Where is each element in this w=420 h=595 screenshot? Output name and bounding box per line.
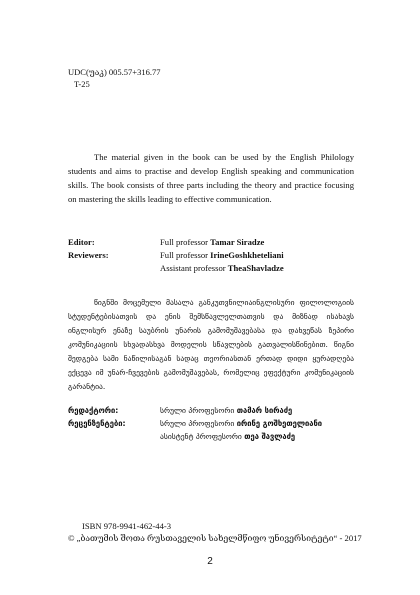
reviewer-row-2 — [68, 262, 284, 275]
ka-reviewer2-name: თეა შავლაძე — [244, 432, 296, 441]
ka-reviewer-row-1 — [68, 417, 322, 430]
page-number: 2 — [207, 556, 213, 567]
udc-code: T-25 — [74, 79, 90, 89]
editor-label: Editor: — [68, 237, 95, 247]
reviewer1-name: IrineGoshkheteliani — [210, 250, 284, 260]
ka-editor-label: რედაქტორი: — [68, 406, 119, 415]
reviewer-row-1 — [68, 249, 284, 262]
reviewer2-title: Assistant professor — [160, 263, 228, 273]
ka-editor-name: თამარ სირაძე — [236, 406, 293, 415]
copyright-line: © „ბათუმის შოთა რუსთაველის სახელმწიფო უნივერსიტეტი“ - 2017 — [68, 533, 362, 543]
ka-editor-title: სრული პროფესორი — [160, 406, 237, 415]
editor-name: Tamar Siradze — [210, 237, 265, 247]
georgian-annotation — [68, 296, 354, 394]
udc-line: UDC(უაკ) 005.57+316.77 — [68, 67, 161, 77]
ka-reviewer2-title: ასისტენტ პროფესორი — [160, 432, 245, 441]
isbn-number: ISBN 978-9941-462-44-3 — [82, 521, 172, 531]
ka-editor-row — [68, 404, 322, 417]
reviewer2-name: TheaShavladze — [227, 263, 284, 273]
ka-reviewer1-name: ირინე გოშხეთელიანი — [236, 419, 323, 428]
udc-block — [68, 66, 160, 90]
editor-title: Full professor — [160, 237, 211, 247]
english-annotation — [68, 150, 354, 206]
credits-english — [68, 236, 284, 275]
ka-reviewer1-title: სრული პროფესორი — [160, 419, 237, 428]
ka-reviewers-label: რეცენზენტები: — [68, 419, 126, 428]
english-paragraph: The material given in the book can be used by the English Philology students and aims to practise and develop English speaking and communication skills. The book consists of three parts including the theory and practice focusing on mastering the skills leading to effective communication. — [68, 152, 354, 204]
reviewers-label: Reviewers: — [68, 250, 109, 260]
ka-reviewer-row-2 — [68, 430, 322, 443]
editor-row — [68, 236, 284, 249]
isbn-block — [68, 520, 362, 544]
reviewer1-title: Full professor — [160, 250, 211, 260]
credits-georgian — [68, 404, 322, 443]
georgian-paragraph: წიგნში მოცემული მასალა განკუთვნილიაინგლისური ფილოლოგიის სტუდენტებისათვის და ენის შემსწავლელთათვის და მიზნად ისახავს ინგლისურ ენაზე საუბრის უნარის გამომუშავებასა და დახვეწას ზეპირი კომუნიკაციის სხვადასხვა მოდელის სწავლების გათვალისწინებით. წიგნი შედგება სამი ნაწილისაგან სადაც თეორიასთან ერთად დიდი ყურადღება ექცევა იმ უნარ-ჩვევების გამომუშავებას, რომელიც ეფექტური კომუნიკაციის გარანტია. — [68, 298, 354, 391]
